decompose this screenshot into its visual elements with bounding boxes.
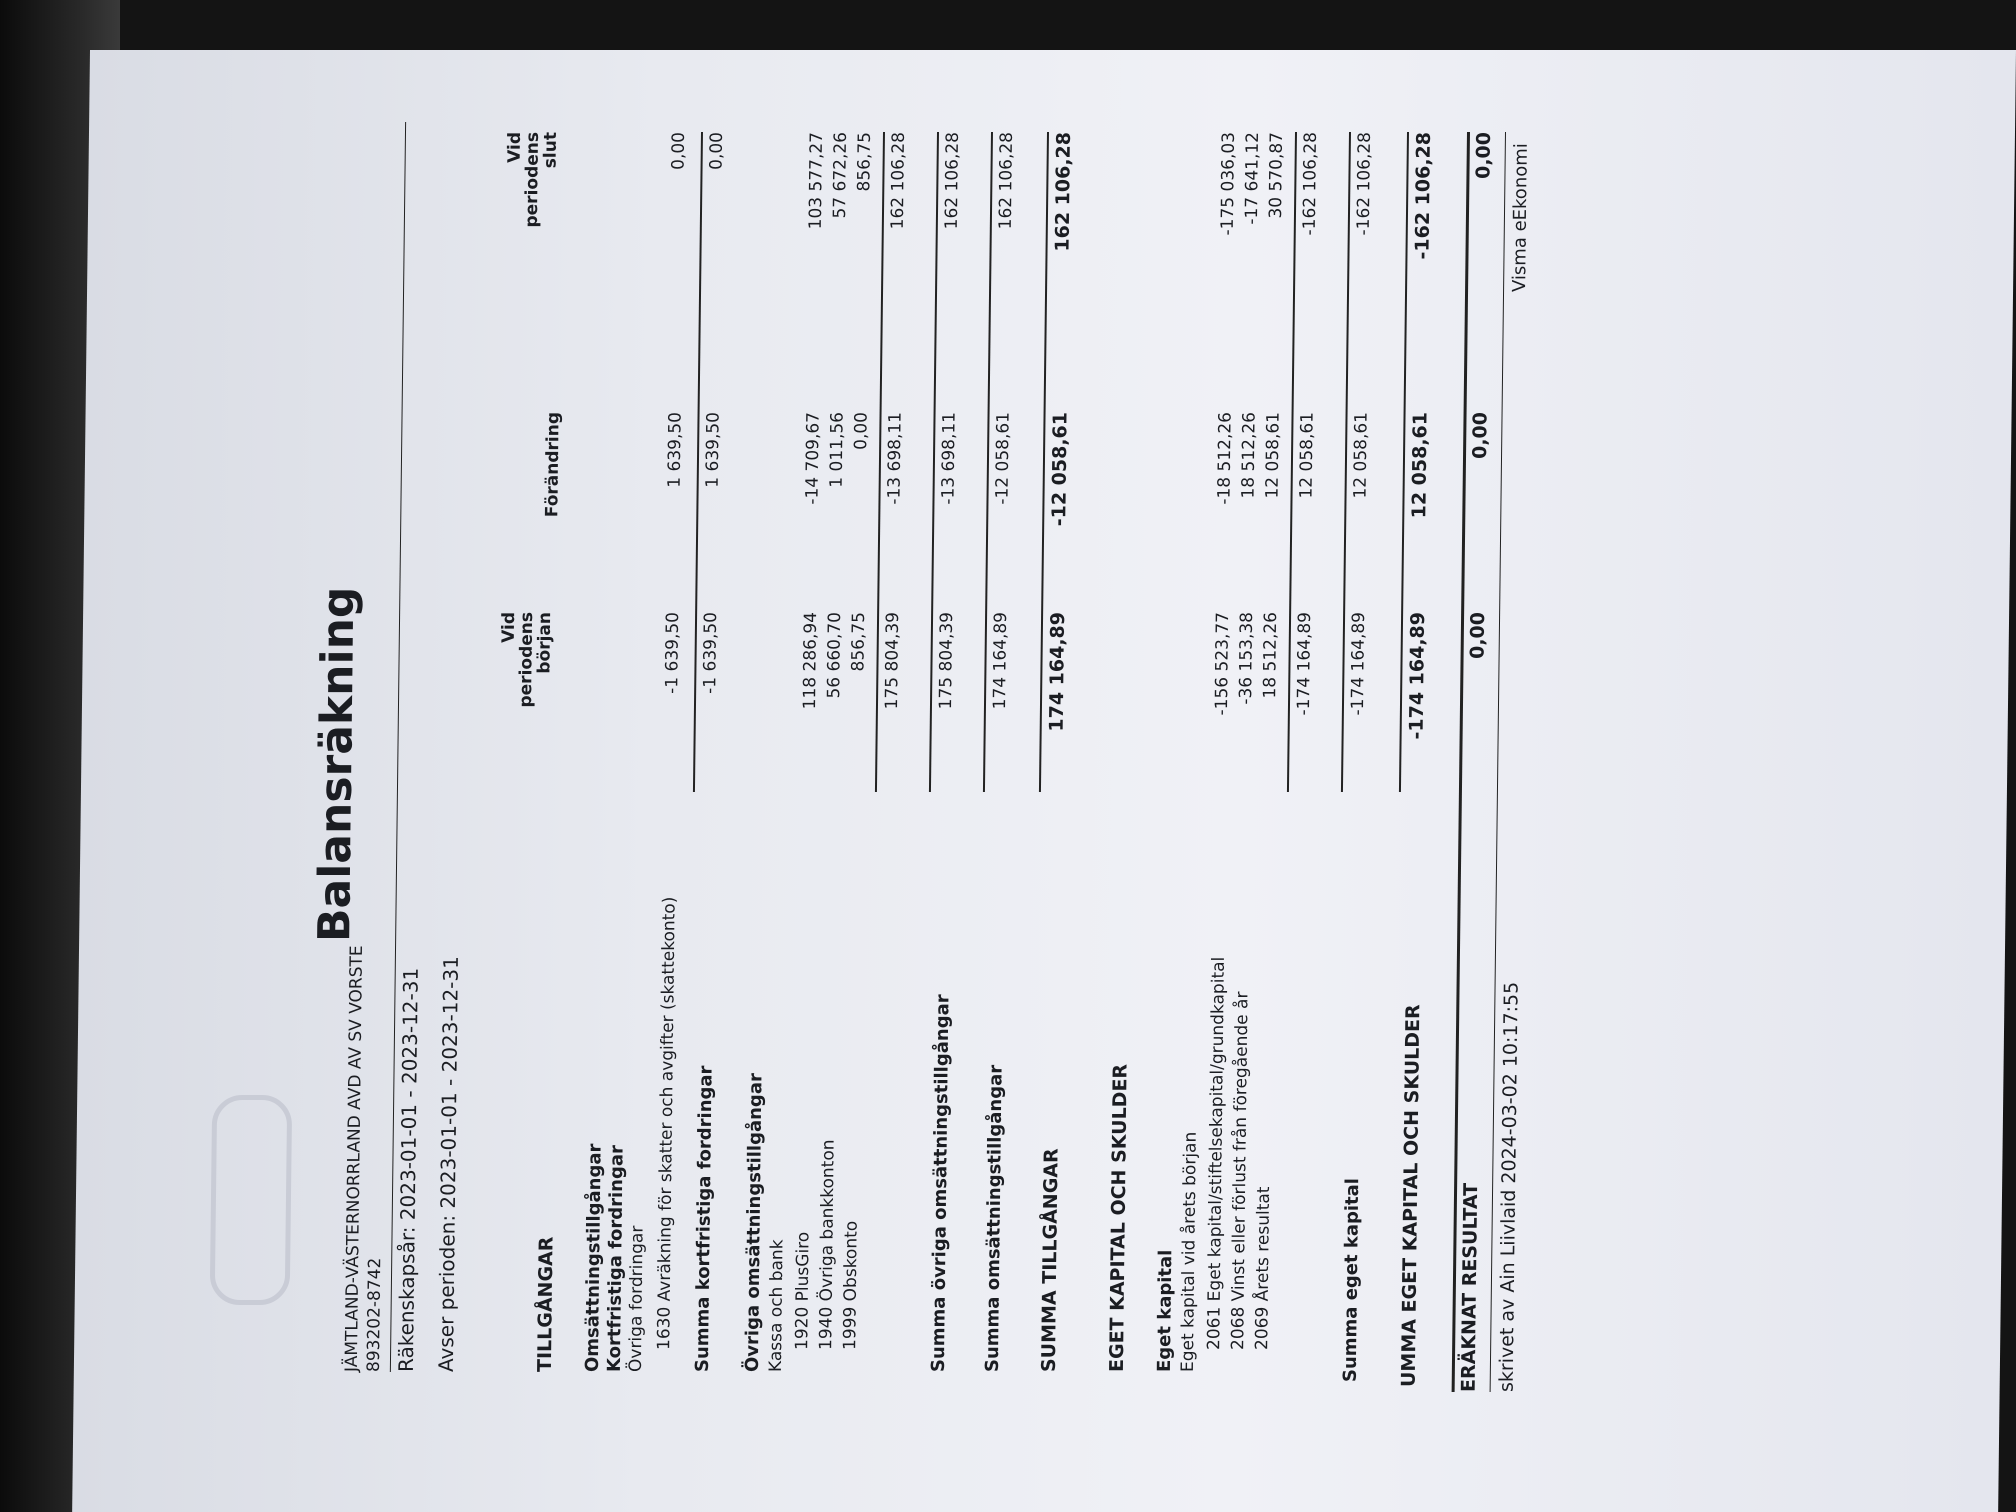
column-header-start: Vid periodens början (498, 612, 555, 708)
calculated-result-end: 0,00 (1472, 132, 1495, 179)
row-1630-start: -1 639,50 (662, 612, 684, 694)
row-2061-start: -156 523,77 (1211, 612, 1234, 716)
balance-sheet-document (191, 92, 1869, 1512)
subtotal-cash-start: 175 804,39 (881, 612, 904, 710)
sum-equity-liabilities-change: 12 058,61 (1408, 412, 1432, 519)
sum-equity-label: Summa eget kapital (1339, 1178, 1364, 1382)
row-2069-end: 30 570,87 (1265, 132, 1287, 219)
heading-current-assets: Omsättningstillgångar (581, 1143, 606, 1372)
row-1920-change: -14 709,67 (802, 412, 824, 505)
sum-total-assets-start: 174 164,89 (1045, 612, 1070, 732)
row-1999-change: 0,00 (851, 412, 872, 450)
sum-equity-liabilities-end: -162 106,28 (1411, 132, 1435, 260)
sum-equity-liabilities-label: UMMA EGET KAPITAL OCH SKULDER (1397, 1004, 1425, 1387)
row-2069-start: 18 512,26 (1260, 612, 1282, 699)
column-header-change: Förändring (542, 412, 564, 518)
sum-equity-start: -174 164,89 (1347, 612, 1370, 716)
row-1630-end: 0,00 (668, 132, 689, 170)
row-2061-label: 2061 Eget kapital/stiftelsekapital/grundkapital (1204, 956, 1229, 1350)
calculated-result-change: 0,00 (1469, 412, 1492, 459)
subtotal-equity-start: -174 164,89 (1293, 612, 1316, 716)
sum-equity-end: -162 106,28 (1353, 132, 1375, 236)
heading-equity-start: Eget kapital vid årets början (1177, 1131, 1201, 1372)
row-1999-start: 856,75 (848, 612, 870, 672)
row-1999-end: 856,75 (854, 132, 875, 192)
paper-page (72, 50, 2016, 1512)
printed-by: skrivet av Ain Liivlaid 2024-03-02 10:17:55 (1495, 981, 1523, 1392)
report-period: Avser perioden: 2023-01-01 - 2023-12-31 (433, 956, 463, 1372)
section-assets: TILLGÅNGAR (533, 1236, 558, 1372)
organization-number: 893202-8742 (363, 1257, 386, 1372)
sum-current-assets-change: -12 058,61 (992, 412, 1014, 505)
sum-short-receivables-start: -1 639,50 (700, 612, 722, 694)
sum-short-receivables-label: Summa kortfristiga fordringar (691, 1065, 717, 1372)
heading-other-receivables: Övriga fordringar (625, 1225, 648, 1372)
heading-other-current-assets: Övriga omsättningstillgångar (741, 1073, 767, 1372)
subtotal-equity-end: -162 106,28 (1299, 132, 1321, 236)
subtotal-equity-change: 12 058,61 (1296, 412, 1318, 499)
sum-equity-change: 12 058,61 (1350, 412, 1372, 499)
sum-total-assets-end: 162 106,28 (1051, 132, 1075, 252)
row-1920-start: 118 286,94 (799, 612, 822, 710)
sum-other-current-change: -13 698,11 (938, 412, 960, 505)
sum-other-current-start: 175 804,39 (935, 612, 958, 710)
row-1630-label: 1630 Avräkning för skatter och avgifter (skattekonto) (654, 896, 680, 1350)
row-1940-start: 56 660,70 (824, 612, 846, 699)
sum-other-current-label: Summa övriga omsättningstillgångar (927, 994, 954, 1372)
row-1940-label: 1940 Övriga bankkonton (816, 1139, 839, 1350)
organization-name: JÄMTLAND-VÄSTERNORRLAND AVD AV SV VORSTE (341, 945, 368, 1372)
calculated-result-start: 0,00 (1466, 612, 1490, 659)
column-header-end: Vid periodens slut (504, 132, 561, 228)
row-2061-change: -18 512,26 (1214, 412, 1236, 505)
sum-current-assets-end: 162 106,28 (995, 132, 1017, 230)
sum-current-assets-start: 174 164,89 (989, 612, 1012, 710)
row-2068-change: 18 512,26 (1238, 412, 1260, 499)
heading-cash-bank: Kassa och bank (765, 1239, 788, 1372)
sum-total-assets-change: -12 058,61 (1048, 412, 1072, 527)
row-2069-label: 2069 Årets resultat (1252, 1186, 1275, 1350)
row-2069-change: 12 058,61 (1262, 412, 1284, 499)
row-1920-label: 1920 PlusGiro (792, 1231, 814, 1350)
row-2061-end: -175 036,03 (1217, 132, 1239, 236)
row-1920-end: 103 577,27 (805, 132, 827, 230)
sum-equity-liabilities-start: -174 164,89 (1405, 612, 1430, 740)
section-equity-liabilities: EGET KAPITAL OCH SKULDER (1105, 1063, 1132, 1372)
fiscal-year: Räkenskapsår: 2023-01-01 - 2023-12-31 (393, 967, 423, 1372)
row-1630-change: 1 639,50 (664, 412, 686, 488)
row-2068-start: -36 153,38 (1236, 612, 1258, 705)
heading-short-receivables: Kortfristiga fordringar (603, 1145, 628, 1372)
sum-current-assets-label: Summa omsättningstillgångar (981, 1064, 1007, 1372)
subtotal-cash-end: 162 106,28 (887, 132, 909, 230)
row-1940-change: 1 011,56 (826, 412, 848, 488)
sum-total-assets-label: SUMMA TILLGÅNGAR (1037, 1148, 1063, 1372)
sum-short-receivables-change: 1 639,50 (702, 412, 724, 488)
subtotal-cash-change: -13 698,11 (884, 412, 906, 505)
row-1999-label: 1999 Obskonto (840, 1220, 862, 1350)
sum-other-current-end: 162 106,28 (941, 132, 963, 230)
vendor-name: Visma eEkonomi (1509, 143, 1532, 292)
row-1940-end: 57 672,26 (829, 132, 851, 219)
row-2068-label: 2068 Vinst eller förlust från föregående år (1228, 991, 1253, 1350)
row-2068-end: -17 641,12 (1241, 132, 1263, 225)
page-title: Balansräkning (309, 586, 365, 942)
calculated-result-label: ERÄKNAT RESULTAT (1457, 1182, 1483, 1392)
sum-short-receivables-end: 0,00 (706, 132, 727, 170)
heading-equity: Eget kapital (1153, 1249, 1177, 1372)
